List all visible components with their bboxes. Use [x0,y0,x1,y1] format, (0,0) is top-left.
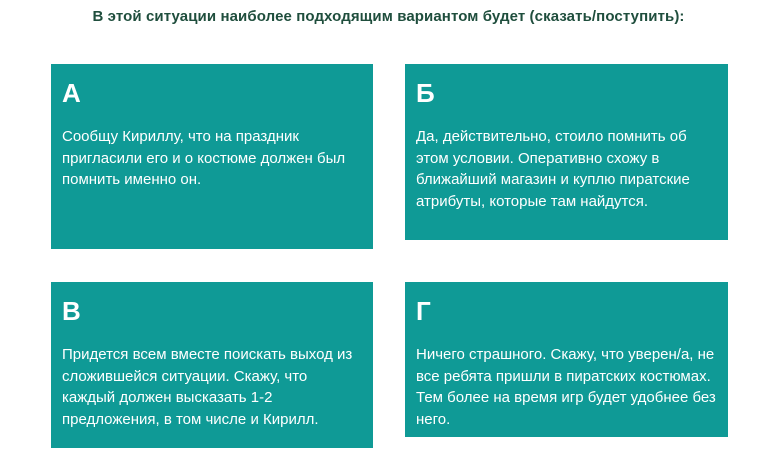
answer-option-g[interactable] [405,282,728,437]
option-letter: В [62,296,81,326]
question-heading: В этой ситуации наиболее подходящим вариантом будет (сказать/поступить): [92,8,685,25]
option-letter: А [62,78,81,108]
option-text: Да, действительно, стоило помнить об этом условии. Оперативно схожу в ближайший магазин и куплю пиратские атрибуты, которые там найдутся. [416,128,690,210]
option-letter: Б [416,78,435,108]
option-text: Придется всем вместе поискать выход из сложившейся ситуации. Скажу, что каждый должен высказать 1-2 предложения, в том числе и Кирилл. [62,346,353,428]
answer-option-v[interactable] [51,282,373,448]
answer-option-b[interactable] [405,64,728,240]
option-letter: Г [416,296,431,326]
answer-option-a[interactable] [51,64,373,249]
option-text: Ничего страшного. Скажу, что уверен/а, не все ребята пришли в пиратских костюмах. Тем более на время игр будет удобнее без него. [416,346,716,428]
option-text: Сообщу Кириллу, что на праздник пригласили его и о костюме должен был помнить именно он. [62,128,346,188]
